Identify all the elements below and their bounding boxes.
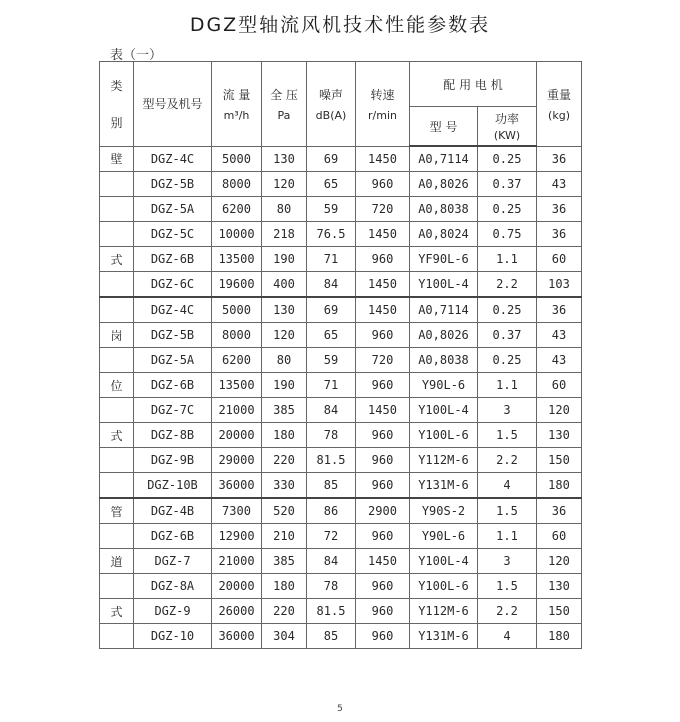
cell-speed: 1450 bbox=[356, 297, 410, 323]
cell-power: 1.5 bbox=[478, 574, 537, 599]
cell-model: DGZ-5B bbox=[134, 172, 212, 197]
header-weight-label: 重量 bbox=[547, 87, 572, 102]
cell-speed: 1450 bbox=[356, 272, 410, 298]
cell-noise: 84 bbox=[307, 549, 356, 574]
cell-noise: 78 bbox=[307, 423, 356, 448]
cell-speed: 1450 bbox=[356, 398, 410, 423]
cell-noise: 59 bbox=[307, 197, 356, 222]
cell-pressure: 520 bbox=[262, 498, 307, 524]
category-cell: 道 bbox=[100, 549, 134, 574]
table-row bbox=[100, 197, 582, 222]
cell-pressure: 180 bbox=[262, 423, 307, 448]
cell-speed: 960 bbox=[356, 574, 410, 599]
cell-motor-model: Y90S-2 bbox=[410, 498, 478, 524]
cell-pressure: 130 bbox=[262, 146, 307, 172]
cell-pressure: 385 bbox=[262, 398, 307, 423]
cell-noise: 65 bbox=[307, 172, 356, 197]
category-cell bbox=[100, 624, 134, 649]
header-motor: 配 用 电 机 bbox=[410, 62, 537, 107]
cell-pressure: 400 bbox=[262, 272, 307, 298]
cell-weight: 130 bbox=[537, 574, 582, 599]
cell-weight: 36 bbox=[537, 297, 582, 323]
cell-motor-model: A0,8026 bbox=[410, 172, 478, 197]
cell-power: 0.25 bbox=[478, 348, 537, 373]
category-cell: 式 bbox=[100, 247, 134, 272]
cell-motor-model: Y112M-6 bbox=[410, 448, 478, 473]
cell-power: 0.37 bbox=[478, 323, 537, 348]
table-row bbox=[100, 524, 582, 549]
table-row bbox=[100, 323, 582, 348]
cell-model: DGZ-6B bbox=[134, 373, 212, 398]
cell-flow: 7300 bbox=[212, 498, 262, 524]
cell-weight: 60 bbox=[537, 524, 582, 549]
cell-motor-model: Y100L-4 bbox=[410, 272, 478, 298]
cell-motor-model: A0,7114 bbox=[410, 297, 478, 323]
cell-weight: 43 bbox=[537, 172, 582, 197]
category-cell bbox=[100, 574, 134, 599]
table-row bbox=[100, 272, 582, 298]
header-flow bbox=[212, 62, 262, 147]
cell-weight: 36 bbox=[537, 146, 582, 172]
cell-power: 1.1 bbox=[478, 247, 537, 272]
cell-speed: 1450 bbox=[356, 146, 410, 172]
cell-model: DGZ-8B bbox=[134, 423, 212, 448]
cell-noise: 71 bbox=[307, 373, 356, 398]
cell-motor-model: Y131M-6 bbox=[410, 624, 478, 649]
cell-speed: 960 bbox=[356, 473, 410, 499]
cell-motor-model: Y100L-6 bbox=[410, 574, 478, 599]
cell-model: DGZ-7C bbox=[134, 398, 212, 423]
cell-noise: 69 bbox=[307, 297, 356, 323]
table-row bbox=[100, 348, 582, 373]
cell-motor-model: Y112M-6 bbox=[410, 599, 478, 624]
cell-speed: 720 bbox=[356, 197, 410, 222]
cell-power: 2.2 bbox=[478, 272, 537, 298]
category-cell: 式 bbox=[100, 423, 134, 448]
header-weight bbox=[537, 62, 582, 147]
cell-flow: 13500 bbox=[212, 373, 262, 398]
category-cell: 壁 bbox=[100, 146, 134, 172]
page-number: 5 bbox=[337, 704, 343, 714]
header-weight-unit: (kg) bbox=[548, 108, 570, 122]
cell-model: DGZ-4B bbox=[134, 498, 212, 524]
cell-flow: 20000 bbox=[212, 423, 262, 448]
header-motor-power-unit: (KW) bbox=[493, 129, 521, 142]
cell-power: 1.1 bbox=[478, 524, 537, 549]
cell-speed: 960 bbox=[356, 624, 410, 649]
cell-speed: 960 bbox=[356, 524, 410, 549]
cell-speed: 720 bbox=[356, 348, 410, 373]
cell-noise: 81.5 bbox=[307, 448, 356, 473]
cell-flow: 5000 bbox=[212, 297, 262, 323]
cell-flow: 36000 bbox=[212, 473, 262, 499]
cell-power: 2.2 bbox=[478, 599, 537, 624]
cell-flow: 21000 bbox=[212, 398, 262, 423]
table-row bbox=[100, 599, 582, 624]
cell-motor-model: A0,8024 bbox=[410, 222, 478, 247]
cell-pressure: 210 bbox=[262, 524, 307, 549]
category-cell: 位 bbox=[100, 373, 134, 398]
cell-flow: 5000 bbox=[212, 146, 262, 172]
cell-noise: 65 bbox=[307, 323, 356, 348]
cell-flow: 8000 bbox=[212, 172, 262, 197]
header-row-1 bbox=[100, 62, 582, 107]
cell-model: DGZ-9 bbox=[134, 599, 212, 624]
cell-speed: 1450 bbox=[356, 222, 410, 247]
cell-motor-model: A0,8038 bbox=[410, 348, 478, 373]
cell-pressure: 220 bbox=[262, 599, 307, 624]
cell-weight: 130 bbox=[537, 423, 582, 448]
cell-motor-model: A0,8026 bbox=[410, 323, 478, 348]
cell-speed: 1450 bbox=[356, 549, 410, 574]
cell-flow: 10000 bbox=[212, 222, 262, 247]
cell-speed: 960 bbox=[356, 423, 410, 448]
cell-noise: 84 bbox=[307, 272, 356, 298]
cell-motor-model: A0,7114 bbox=[410, 146, 478, 172]
cell-motor-model: A0,8038 bbox=[410, 197, 478, 222]
cell-flow: 8000 bbox=[212, 323, 262, 348]
cell-speed: 960 bbox=[356, 599, 410, 624]
cell-power: 4 bbox=[478, 473, 537, 499]
cell-power: 1.1 bbox=[478, 373, 537, 398]
cell-noise: 69 bbox=[307, 146, 356, 172]
table-row bbox=[100, 498, 582, 524]
cell-power: 0.25 bbox=[478, 146, 537, 172]
table-row bbox=[100, 423, 582, 448]
cell-pressure: 218 bbox=[262, 222, 307, 247]
cell-motor-model: Y100L-4 bbox=[410, 398, 478, 423]
cell-pressure: 130 bbox=[262, 297, 307, 323]
cell-model: DGZ-9B bbox=[134, 448, 212, 473]
cell-flow: 29000 bbox=[212, 448, 262, 473]
header-category-char: 类 bbox=[110, 78, 123, 93]
cell-model: DGZ-5A bbox=[134, 348, 212, 373]
cell-speed: 2900 bbox=[356, 498, 410, 524]
category-cell bbox=[100, 348, 134, 373]
cell-flow: 13500 bbox=[212, 247, 262, 272]
cell-flow: 6200 bbox=[212, 197, 262, 222]
cell-weight: 36 bbox=[537, 197, 582, 222]
cell-power: 2.2 bbox=[478, 448, 537, 473]
cell-pressure: 80 bbox=[262, 197, 307, 222]
category-cell: 岗 bbox=[100, 323, 134, 348]
fan-spec-table bbox=[99, 61, 582, 649]
cell-noise: 84 bbox=[307, 398, 356, 423]
cell-motor-model: Y100L-4 bbox=[410, 549, 478, 574]
table-row bbox=[100, 297, 582, 323]
table-row bbox=[100, 247, 582, 272]
cell-pressure: 304 bbox=[262, 624, 307, 649]
header-category bbox=[100, 62, 134, 147]
category-cell bbox=[100, 473, 134, 499]
cell-flow: 12900 bbox=[212, 524, 262, 549]
category-cell bbox=[100, 297, 134, 323]
header-speed-unit: r/min bbox=[368, 108, 397, 122]
header-model: 型号及机号 bbox=[134, 62, 212, 147]
cell-flow: 26000 bbox=[212, 599, 262, 624]
header-motor-model: 型 号 bbox=[410, 107, 478, 147]
cell-model: DGZ-10 bbox=[134, 624, 212, 649]
cell-noise: 76.5 bbox=[307, 222, 356, 247]
cell-speed: 960 bbox=[356, 247, 410, 272]
cell-model: DGZ-5A bbox=[134, 197, 212, 222]
cell-flow: 19600 bbox=[212, 272, 262, 298]
cell-model: DGZ-4C bbox=[134, 146, 212, 172]
cell-weight: 150 bbox=[537, 599, 582, 624]
cell-power: 1.5 bbox=[478, 498, 537, 524]
table-row bbox=[100, 398, 582, 423]
cell-power: 0.75 bbox=[478, 222, 537, 247]
table-label: 表（一） bbox=[110, 48, 163, 63]
table-row bbox=[100, 222, 582, 247]
cell-weight: 120 bbox=[537, 549, 582, 574]
cell-model: DGZ-7 bbox=[134, 549, 212, 574]
cell-pressure: 385 bbox=[262, 549, 307, 574]
cell-power: 4 bbox=[478, 624, 537, 649]
cell-power: 0.37 bbox=[478, 172, 537, 197]
header-pressure bbox=[262, 62, 307, 147]
cell-flow: 36000 bbox=[212, 624, 262, 649]
cell-flow: 21000 bbox=[212, 549, 262, 574]
cell-weight: 120 bbox=[537, 398, 582, 423]
cell-speed: 960 bbox=[356, 373, 410, 398]
cell-model: DGZ-8A bbox=[134, 574, 212, 599]
header-flow-unit: m³/h bbox=[223, 108, 250, 122]
cell-noise: 78 bbox=[307, 574, 356, 599]
cell-power: 0.25 bbox=[478, 297, 537, 323]
category-cell: 式 bbox=[100, 599, 134, 624]
cell-model: DGZ-5B bbox=[134, 323, 212, 348]
cell-noise: 72 bbox=[307, 524, 356, 549]
header-motor-power-label: 功率 bbox=[495, 112, 520, 126]
header-speed bbox=[356, 62, 410, 147]
cell-model: DGZ-6B bbox=[134, 524, 212, 549]
cell-pressure: 120 bbox=[262, 323, 307, 348]
cell-power: 0.25 bbox=[478, 197, 537, 222]
cell-weight: 180 bbox=[537, 473, 582, 499]
cell-weight: 180 bbox=[537, 624, 582, 649]
cell-weight: 43 bbox=[537, 348, 582, 373]
cell-pressure: 180 bbox=[262, 574, 307, 599]
category-cell bbox=[100, 222, 134, 247]
cell-noise: 85 bbox=[307, 624, 356, 649]
cell-motor-model: Y90L-6 bbox=[410, 524, 478, 549]
table-row bbox=[100, 172, 582, 197]
cell-noise: 81.5 bbox=[307, 599, 356, 624]
cell-model: DGZ-6C bbox=[134, 272, 212, 298]
cell-pressure: 190 bbox=[262, 247, 307, 272]
cell-weight: 103 bbox=[537, 272, 582, 298]
cell-pressure: 330 bbox=[262, 473, 307, 499]
cell-pressure: 190 bbox=[262, 373, 307, 398]
category-cell bbox=[100, 197, 134, 222]
header-category-char: 别 bbox=[110, 115, 123, 130]
category-cell bbox=[100, 398, 134, 423]
cell-pressure: 120 bbox=[262, 172, 307, 197]
document-title: DGZ型轴流风机技术性能参数表 bbox=[189, 14, 491, 36]
cell-model: DGZ-6B bbox=[134, 247, 212, 272]
table-row bbox=[100, 473, 582, 499]
cell-weight: 36 bbox=[537, 498, 582, 524]
header-flow-label: 流 量 bbox=[222, 87, 251, 102]
cell-speed: 960 bbox=[356, 172, 410, 197]
category-cell bbox=[100, 448, 134, 473]
cell-weight: 36 bbox=[537, 222, 582, 247]
cell-power: 3 bbox=[478, 549, 537, 574]
header-noise-unit: dB(A) bbox=[315, 108, 347, 122]
category-cell bbox=[100, 172, 134, 197]
cell-motor-model: Y100L-6 bbox=[410, 423, 478, 448]
cell-motor-model: YF90L-6 bbox=[410, 247, 478, 272]
cell-weight: 60 bbox=[537, 373, 582, 398]
cell-weight: 43 bbox=[537, 323, 582, 348]
category-cell: 管 bbox=[100, 498, 134, 524]
cell-noise: 71 bbox=[307, 247, 356, 272]
cell-motor-model: Y90L-6 bbox=[410, 373, 478, 398]
header-pressure-unit: Pa bbox=[277, 108, 291, 122]
cell-weight: 60 bbox=[537, 247, 582, 272]
table-row bbox=[100, 549, 582, 574]
cell-model: DGZ-5C bbox=[134, 222, 212, 247]
category-cell bbox=[100, 272, 134, 298]
table-row bbox=[100, 373, 582, 398]
cell-motor-model: Y131M-6 bbox=[410, 473, 478, 499]
header-noise-label: 噪声 bbox=[318, 87, 343, 102]
cell-noise: 86 bbox=[307, 498, 356, 524]
cell-model: DGZ-10B bbox=[134, 473, 212, 499]
table-row bbox=[100, 448, 582, 473]
cell-power: 1.5 bbox=[478, 423, 537, 448]
cell-speed: 960 bbox=[356, 448, 410, 473]
cell-model: DGZ-4C bbox=[134, 297, 212, 323]
table-row bbox=[100, 146, 582, 172]
cell-weight: 150 bbox=[537, 448, 582, 473]
cell-power: 3 bbox=[478, 398, 537, 423]
header-pressure-label: 全 压 bbox=[270, 87, 298, 102]
cell-flow: 20000 bbox=[212, 574, 262, 599]
cell-pressure: 220 bbox=[262, 448, 307, 473]
cell-pressure: 80 bbox=[262, 348, 307, 373]
table-row bbox=[100, 574, 582, 599]
header-noise bbox=[307, 62, 356, 147]
cell-noise: 85 bbox=[307, 473, 356, 499]
cell-speed: 960 bbox=[356, 323, 410, 348]
header-speed-label: 转速 bbox=[370, 87, 395, 102]
cell-noise: 59 bbox=[307, 348, 356, 373]
table-row bbox=[100, 624, 582, 649]
header-motor-power bbox=[478, 107, 537, 147]
category-cell bbox=[100, 524, 134, 549]
cell-flow: 6200 bbox=[212, 348, 262, 373]
